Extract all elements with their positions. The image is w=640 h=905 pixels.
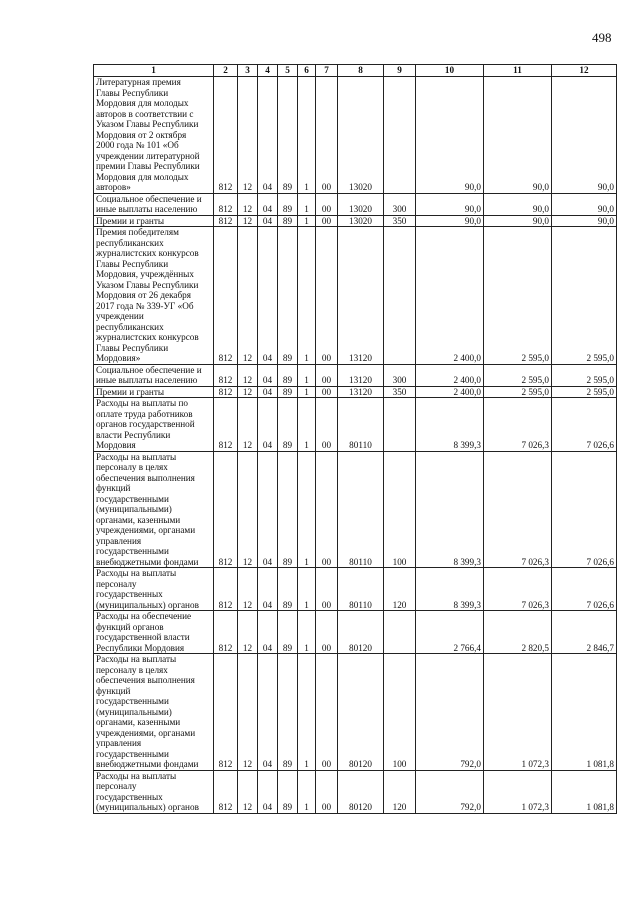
column-header: 2 [214, 65, 238, 77]
subprogram-code: 1 [298, 654, 316, 771]
subprogram-code: 1 [298, 386, 316, 398]
amount-year-1: 792,0 [416, 770, 484, 813]
event-code: 00 [316, 398, 338, 452]
budget-code: 812 [214, 215, 238, 227]
amount-year-1: 2 400,0 [416, 386, 484, 398]
row-label: Расходы на выплаты персоналу государственных (муниципальных) органов [94, 770, 214, 813]
program-code: 89 [278, 364, 298, 386]
table-row [94, 215, 617, 227]
table-row [94, 364, 617, 386]
table-row [94, 77, 617, 194]
program-code: 89 [278, 770, 298, 813]
row-label: Премии и гранты [94, 215, 214, 227]
amount-year-2: 2 595,0 [484, 386, 552, 398]
amount-year-2: 2 595,0 [484, 364, 552, 386]
table-body [94, 77, 617, 814]
amount-year-3: 90,0 [552, 215, 617, 227]
amount-year-3: 7 026,6 [552, 398, 617, 452]
subprogram-code: 1 [298, 568, 316, 611]
subprogram-code: 1 [298, 770, 316, 813]
budget-code: 812 [214, 654, 238, 771]
table-row [94, 568, 617, 611]
expense-code: 13020 [338, 215, 384, 227]
table-row [94, 770, 617, 813]
expense-type: 300 [384, 193, 416, 215]
expense-type [384, 227, 416, 365]
section-code: 12 [238, 611, 258, 654]
amount-year-3: 2 846,7 [552, 611, 617, 654]
program-code: 89 [278, 451, 298, 568]
event-code: 00 [316, 193, 338, 215]
section-code: 12 [238, 364, 258, 386]
column-header: 5 [278, 65, 298, 77]
subsection-code: 04 [258, 77, 278, 194]
column-header: 4 [258, 65, 278, 77]
event-code: 00 [316, 364, 338, 386]
budget-code: 812 [214, 386, 238, 398]
expense-code: 13120 [338, 386, 384, 398]
expense-code: 13020 [338, 77, 384, 194]
table-row [94, 227, 617, 365]
row-label: Премии и гранты [94, 386, 214, 398]
section-code: 12 [238, 215, 258, 227]
expense-type: 350 [384, 215, 416, 227]
subprogram-code: 1 [298, 77, 316, 194]
section-code: 12 [238, 568, 258, 611]
amount-year-1: 792,0 [416, 654, 484, 771]
column-header: 11 [484, 65, 552, 77]
amount-year-3: 90,0 [552, 193, 617, 215]
event-code: 00 [316, 227, 338, 365]
subsection-code: 04 [258, 193, 278, 215]
subsection-code: 04 [258, 611, 278, 654]
subprogram-code: 1 [298, 398, 316, 452]
section-code: 12 [238, 77, 258, 194]
table-row [94, 386, 617, 398]
amount-year-3: 2 595,0 [552, 364, 617, 386]
row-label: Расходы на выплаты персоналу в целях обеспечения выполнения функций государственными (муниципальными) органами, казенными учреждениями, органами управления государственными внебюджетными фондами [94, 451, 214, 568]
program-code: 89 [278, 611, 298, 654]
table-row [94, 193, 617, 215]
column-header: 7 [316, 65, 338, 77]
budget-code: 812 [214, 611, 238, 654]
amount-year-1: 8 399,3 [416, 568, 484, 611]
expense-code: 80120 [338, 611, 384, 654]
amount-year-2: 2 820,5 [484, 611, 552, 654]
subprogram-code: 1 [298, 364, 316, 386]
budget-code: 812 [214, 364, 238, 386]
row-label: Расходы на выплаты по оплате труда работников органов государственной власти Республики Мордовия [94, 398, 214, 452]
amount-year-2: 90,0 [484, 77, 552, 194]
column-header: 3 [238, 65, 258, 77]
budget-code: 812 [214, 227, 238, 365]
budget-code: 812 [214, 451, 238, 568]
amount-year-3: 90,0 [552, 77, 617, 194]
row-label: Премия победителям республиканских журналистских конкурсов Главы Республики Мордовия, учреждённых Указом Главы Республики Мордовия от 26 декабря 2017 года № 339-УГ «Об учреждении республиканских журналистских конкурсов Главы Республики Мордовия» [94, 227, 214, 365]
amount-year-1: 2 400,0 [416, 364, 484, 386]
column-header: 8 [338, 65, 384, 77]
row-label: Социальное обеспечение и иные выплаты населению [94, 364, 214, 386]
expense-code: 80110 [338, 398, 384, 452]
column-header: 10 [416, 65, 484, 77]
amount-year-2: 90,0 [484, 215, 552, 227]
row-label: Расходы на обеспечение функций органов государственной власти Республики Мордовия [94, 611, 214, 654]
event-code: 00 [316, 215, 338, 227]
amount-year-3: 2 595,0 [552, 227, 617, 365]
budget-table [93, 64, 617, 814]
section-code: 12 [238, 193, 258, 215]
subsection-code: 04 [258, 227, 278, 365]
row-label: Литературная премия Главы Республики Мордовия для молодых авторов в соответствии с Указом Главы Республики Мордовия от 2 октября 2000 года № 101 «Об учреждении литературной премии Главы Республики Мордовия для молодых авторов» [94, 77, 214, 194]
budget-code: 812 [214, 77, 238, 194]
amount-year-2: 1 072,3 [484, 770, 552, 813]
expense-type: 300 [384, 364, 416, 386]
event-code: 00 [316, 386, 338, 398]
budget-code: 812 [214, 193, 238, 215]
subprogram-code: 1 [298, 193, 316, 215]
amount-year-3: 1 081,8 [552, 654, 617, 771]
program-code: 89 [278, 215, 298, 227]
section-code: 12 [238, 386, 258, 398]
amount-year-2: 7 026,3 [484, 451, 552, 568]
amount-year-1: 2 400,0 [416, 227, 484, 365]
section-code: 12 [238, 654, 258, 771]
amount-year-2: 7 026,3 [484, 398, 552, 452]
subsection-code: 04 [258, 364, 278, 386]
column-header: 1 [94, 65, 214, 77]
row-label: Расходы на выплаты персоналу в целях обеспечения выполнения функций государственными (муниципальными) органами, казенными учреждениями, органами управления государственными внебюджетными фондами [94, 654, 214, 771]
amount-year-1: 90,0 [416, 215, 484, 227]
amount-year-3: 2 595,0 [552, 386, 617, 398]
program-code: 89 [278, 227, 298, 365]
expense-code: 80120 [338, 770, 384, 813]
expense-type [384, 398, 416, 452]
subsection-code: 04 [258, 451, 278, 568]
column-header: 12 [552, 65, 617, 77]
section-code: 12 [238, 451, 258, 568]
table-row [94, 398, 617, 452]
event-code: 00 [316, 611, 338, 654]
subsection-code: 04 [258, 398, 278, 452]
subsection-code: 04 [258, 654, 278, 771]
event-code: 00 [316, 770, 338, 813]
amount-year-1: 8 399,3 [416, 398, 484, 452]
amount-year-2: 1 072,3 [484, 654, 552, 771]
table-row [94, 611, 617, 654]
expense-type [384, 611, 416, 654]
program-code: 89 [278, 193, 298, 215]
program-code: 89 [278, 568, 298, 611]
expense-type: 350 [384, 386, 416, 398]
subprogram-code: 1 [298, 611, 316, 654]
budget-code: 812 [214, 770, 238, 813]
subsection-code: 04 [258, 770, 278, 813]
budget-code: 812 [214, 568, 238, 611]
event-code: 00 [316, 654, 338, 771]
program-code: 89 [278, 398, 298, 452]
expense-code: 80110 [338, 568, 384, 611]
table-row [94, 451, 617, 568]
program-code: 89 [278, 77, 298, 194]
amount-year-1: 90,0 [416, 77, 484, 194]
amount-year-1: 90,0 [416, 193, 484, 215]
expense-code: 13020 [338, 193, 384, 215]
amount-year-3: 7 026,6 [552, 568, 617, 611]
amount-year-2: 7 026,3 [484, 568, 552, 611]
table-row [94, 654, 617, 771]
amount-year-1: 8 399,3 [416, 451, 484, 568]
row-label: Расходы на выплаты персоналу государственных (муниципальных) органов [94, 568, 214, 611]
subprogram-code: 1 [298, 215, 316, 227]
program-code: 89 [278, 386, 298, 398]
expense-code: 80110 [338, 451, 384, 568]
section-code: 12 [238, 770, 258, 813]
amount-year-1: 2 766,4 [416, 611, 484, 654]
subsection-code: 04 [258, 386, 278, 398]
amount-year-2: 2 595,0 [484, 227, 552, 365]
subprogram-code: 1 [298, 451, 316, 568]
expense-code: 13120 [338, 227, 384, 365]
amount-year-3: 7 026,6 [552, 451, 617, 568]
expense-code: 80120 [338, 654, 384, 771]
event-code: 00 [316, 451, 338, 568]
budget-code: 812 [214, 398, 238, 452]
event-code: 00 [316, 77, 338, 194]
column-header: 6 [298, 65, 316, 77]
section-code: 12 [238, 227, 258, 365]
section-code: 12 [238, 398, 258, 452]
subprogram-code: 1 [298, 227, 316, 365]
amount-year-2: 90,0 [484, 193, 552, 215]
expense-type [384, 77, 416, 194]
header-row [94, 65, 617, 77]
program-code: 89 [278, 654, 298, 771]
page-number: 498 [592, 30, 612, 45]
subsection-code: 04 [258, 568, 278, 611]
event-code: 00 [316, 568, 338, 611]
expense-code: 13120 [338, 364, 384, 386]
subsection-code: 04 [258, 215, 278, 227]
amount-year-3: 1 081,8 [552, 770, 617, 813]
expense-type: 120 [384, 568, 416, 611]
column-header: 9 [384, 65, 416, 77]
expense-type: 100 [384, 451, 416, 568]
expense-type: 100 [384, 654, 416, 771]
expense-type: 120 [384, 770, 416, 813]
row-label: Социальное обеспечение и иные выплаты населению [94, 193, 214, 215]
